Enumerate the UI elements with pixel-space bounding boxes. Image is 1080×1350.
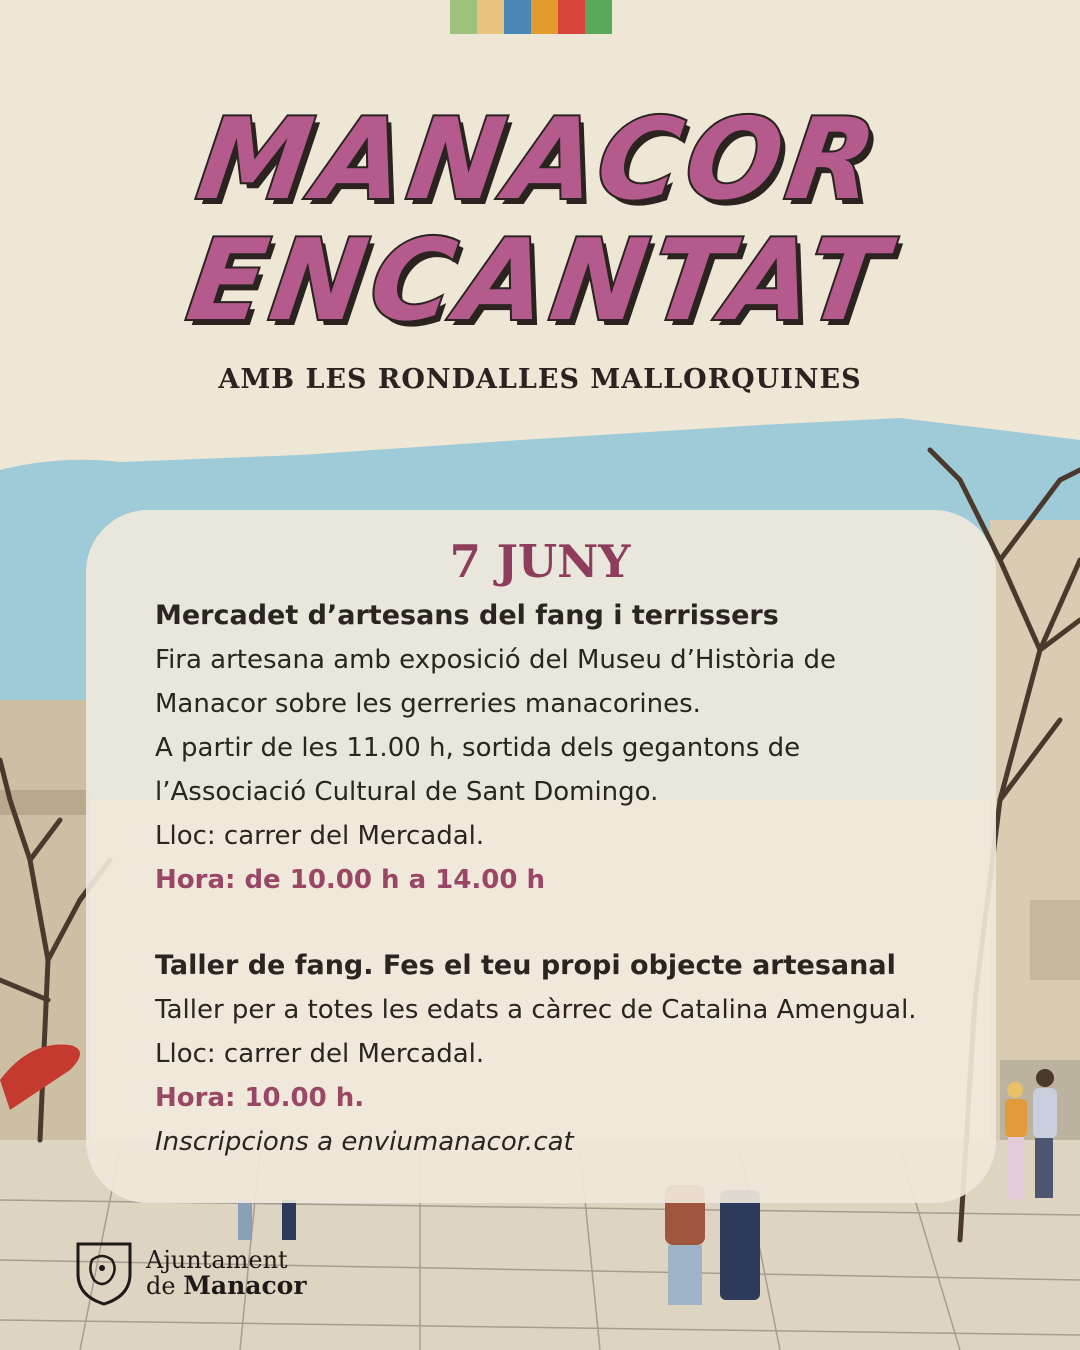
- event-block: [155, 594, 995, 902]
- event-description-line: Fira artesana amb exposició del Museu d’Història de: [155, 645, 836, 675]
- event-location: Lloc: carrer del Mercadal.: [155, 1039, 485, 1069]
- event-block: [155, 944, 995, 1164]
- logo-line-1: Ajuntament: [146, 1246, 288, 1274]
- event-title: Taller de fang. Fes el teu propi objecte artesanal: [155, 950, 896, 981]
- event-time: Hora: de 10.00 h a 14.00 h: [155, 865, 545, 895]
- subtitle: AMB LES RONDALLES MALLORQUINES: [218, 364, 862, 395]
- event-title: Mercadet d’artesans del fang i terrissers: [155, 600, 779, 631]
- color-swatch: [585, 0, 612, 34]
- title-line-1: MANACOR: [190, 95, 890, 225]
- color-swatch: [477, 0, 504, 34]
- event-time: Hora: 10.00 h.: [155, 1083, 365, 1113]
- event-description-line: A partir de les 11.00 h, sortida dels gegantons de: [155, 733, 801, 763]
- registration-note: Inscripcions a enviumanacor.cat: [155, 1127, 574, 1157]
- ajuntament-logo: [72, 1238, 307, 1308]
- color-swatch: [504, 0, 531, 34]
- event-date: 7 JUNY: [449, 535, 631, 588]
- logo-line-2: de Manacor: [146, 1271, 307, 1300]
- color-swatch: [450, 0, 477, 34]
- color-stripe: [450, 0, 612, 34]
- color-swatch: [558, 0, 585, 34]
- event-description-line: Taller per a totes les edats a càrrec de Catalina Amengual.: [155, 995, 917, 1025]
- title-line-2: ENCANTAT: [180, 216, 900, 346]
- event-location: Lloc: carrer del Mercadal.: [155, 821, 485, 851]
- coat-of-arms-icon: [72, 1238, 136, 1308]
- event-description-line: l’Associació Cultural de Sant Domingo.: [155, 777, 659, 807]
- event-description-line: Manacor sobre les gerreries manacorines.: [155, 689, 701, 719]
- color-swatch: [531, 0, 558, 34]
